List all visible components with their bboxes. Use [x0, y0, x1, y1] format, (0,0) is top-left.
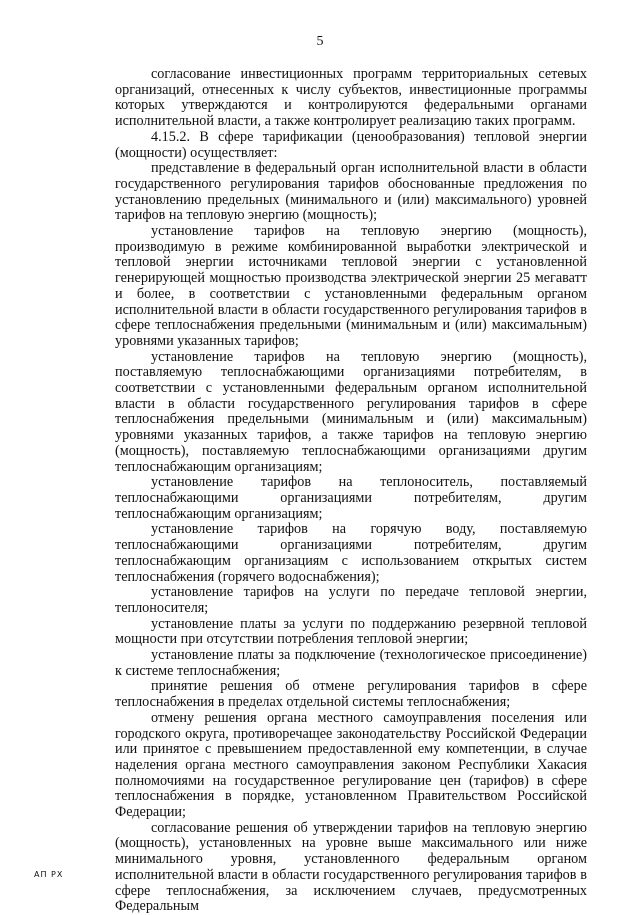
paragraph: установление платы за подключение (технологическое присоединение) к системе теплоснабжения; [115, 647, 587, 679]
paragraph: 4.15.2. В сфере тарификации (ценообразования) тепловой энергии (мощности) осуществляет: [115, 128, 587, 161]
paragraph: согласование инвестиционных программ территориальных сетевых организаций, отнесенных к числу субъектов, инвестиционные программы которых утверждаются и контролируются федеральными органами исполнительной власти, а также контролирует реализацию таких программ. [115, 66, 587, 130]
paragraph: установление тарифов на услуги по передаче тепловой энергии, теплоносителя; [115, 584, 587, 616]
paragraph: установление тарифов на тепловую энергию (мощность), поставляемую теплоснабжающими организациями потребителям, в соответствии с установленными федеральным органом исполнительной власти в области государственного регулирования тарифов в сфере теплоснабжения предельными (минимальным и (или) максимальным) уровнями указанных тарифов, а также тарифов на тепловую энергию (мощность), поставляемую теплоснабжающими организациями другим теплоснабжающим организациям; [115, 348, 587, 475]
paragraph: установление тарифов на тепловую энергию (мощность), производимую в режиме комбинированной выработки электрической и тепловой энергии источниками тепловой энергии с установленной генерирующей мощностью производства электрической энергии 25 мегаватт и более, в соответствии с установленными федеральным органом исполнительной власти в области государственного регулирования тарифов в сфере теплоснабжения предельными (минимальным и (или) максимальным) уровнями указанных тарифов; [115, 223, 587, 349]
paragraph: представление в федеральный орган исполнительной власти в области государственного регулирования тарифов обоснованные предложения по установлению предельных (минимального и (или) максимального) уровней тарифов на тепловую энергию (мощность); [115, 160, 587, 224]
paragraph: установление платы за услуги по поддержанию резервной тепловой мощности при отсутствии потребления тепловой энергии; [115, 615, 587, 648]
page-number: 5 [316, 34, 324, 49]
paragraph: согласование решения об утверждении тарифов на тепловую энергию (мощность), установленных на уровне выше максимального или ниже минимального уровня, установленного федеральным органом исполнительной власти в области государственного регулирования тарифов в сфере теплоснабжения, за исключением случаев, предусмотренных Федеральным [115, 819, 587, 915]
paragraph: установление тарифов на теплоноситель, поставляемый теплоснабжающими организациями потребителям, другим теплоснабжающим организациям; [115, 474, 587, 522]
paragraph: принятие решения об отмене регулирования тарифов в сфере теплоснабжения в пределах отдельной системы теплоснабжения; [115, 678, 587, 711]
footer-mark: АП РХ [34, 870, 64, 879]
paragraph: отмену решения органа местного самоуправления поселения или городского округа, противоречащее законодательству Российской Федерации или принятое с превышением предоставленной ему компетенции, в случае наделения органа местного самоуправления законом Республики Хакасия полномочиями на государственное регулирование цен (тарифов) в сфере теплоснабжения в порядке, установленном Правительством Российской Федерации; [115, 709, 587, 821]
document-body [115, 67, 587, 915]
paragraph: установление тарифов на горячую воду, поставляемую теплоснабжающими организациями потребителям, другим теплоснабжающим организациям с использованием открытых систем теплоснабжения (горячего водоснабжения); [115, 521, 587, 585]
